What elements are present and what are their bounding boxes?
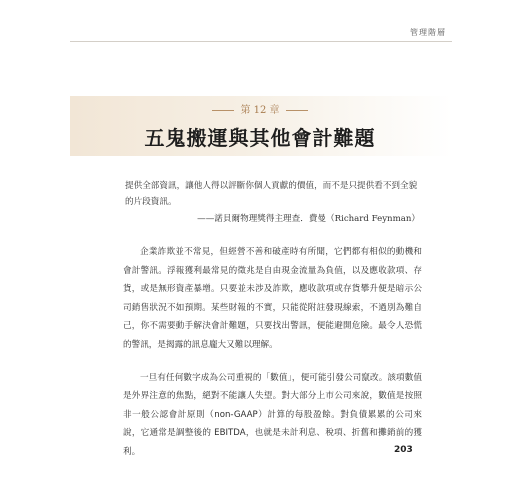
epigraph <box>125 178 420 227</box>
paragraph: 一旦有任何數字成為公司重視的「數值」，便可能引發公司竄改。該項數值是外界注意的焦點，絕對不能讓人失望。對大部分上市公司來說，數值是按照非一般公認會計原則（non-GAAP）計算的每股盈餘。對負債累累的公司來說，它通常是調整後的 EBITDA，也就是未計利息、稅項、折舊和攤銷前的獲利。 <box>123 372 422 457</box>
page-number: 203 <box>394 445 413 455</box>
epigraph-line: 的片段資訊。 <box>125 197 177 207</box>
chapter-title: 五鬼搬運與其他會計難題 <box>144 126 376 150</box>
chapter-number: 第 12 章 <box>240 105 280 116</box>
body-text <box>123 243 422 462</box>
epigraph-line: 提供全部資訊，讓他人得以評斷你個人貢獻的價值，而不是只提供看不到全貌 <box>125 181 418 191</box>
epigraph-attribution: ——諾貝爾物理獎得主理查．費曼（Richard Feynman） <box>197 214 420 224</box>
chapter-label-rule-right <box>286 110 308 111</box>
paragraph: 企業詐欺並不常見，但經營不善和破產時有所聞，它們都有相似的動機和會計警訊。浮報獲利最常見的徵兆是自由現金流量為負值，以及應收款項、存貨，或是無形資產暴增。只要並未涉及詐欺，應收款項或存貨攀升便是暗示公司銷售狀況不如預期。某些財報的不實，只能從附註發現線索，不過別為難自己，你不需要動手解決會計難題，只要找出警訊，便能避開危險。最令人恐慌的警訊，是揭露的訊息龐大又難以理解。 <box>123 247 422 350</box>
running-head <box>70 27 452 42</box>
chapter-label-rule-left <box>212 110 234 111</box>
chapter-label <box>0 101 520 116</box>
running-head-text: 管理階層 <box>410 28 446 37</box>
